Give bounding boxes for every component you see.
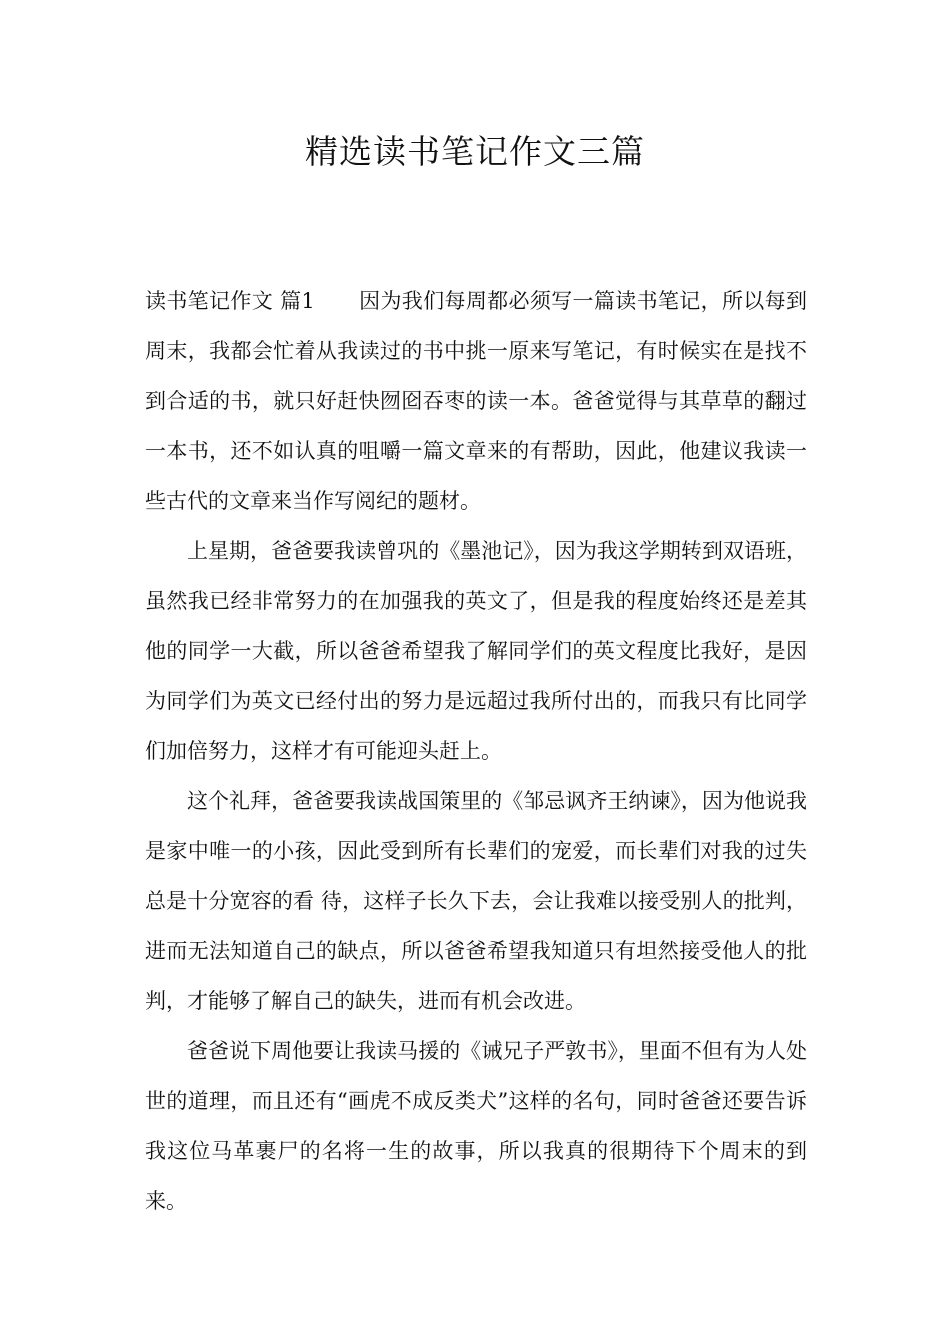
section-heading: 读书笔记作文 篇1 [145,289,315,313]
document-body [145,276,807,1226]
paragraph-2: 上星期，爸爸要我读曾巩的《墨池记》，因为我这学期转到双语班，虽然我已经非常努力的在加强我的英文了，但是我的程度始终还是差其他的同学一大截，所以爸爸希望我了解同学们的英文程度比我好，是因为同学们为英文已经付出的努力是远超过我所付出的，而我只有比同学们加倍努力，这样才有可能迎头赶上。 [145,539,807,763]
page-title: 精选读书笔记作文三篇 [305,132,645,171]
paragraph-1-text: 因为我们每周都必须写一篇读书笔记，所以每到周末，我都会忙着从我读过的书中挑一原来写笔记，有时候实在是找不到合适的书，就只好赶快囫囵吞枣的读一本。爸爸觉得与其草草的翻过一本书，还不如认真的咀嚼一篇文章来的有帮助，因此，他建议我读一些古代的文章来当作写阅纪的题材。 [145,289,807,513]
paragraph-3: 这个礼拜，爸爸要我读战国策里的《邹忌讽齐王纳谏》，因为他说我是家中唯一的小孩，因此受到所有长辈们的宠爱，而长辈们对我的过失总是十分宽容的看 待，这样子长久下去，会让我难以接受别人的批判，进而无法知道自己的缺点，所以爸爸希望我知道只有坦然接受他人的批判，才能够了解自己的缺失，进而有机会改进。 [145,789,807,1013]
paragraph-4: 爸爸说下周他要让我读马援的《诫兄子严敦书》，里面不但有为人处世的道理，而且还有“画虎不成反类犬”这样的名句，同时爸爸还要告诉我这位马革裹尸的名将一生的故事，所以我真的很期待下个周末的到来。 [145,1039,807,1213]
paragraph-1 [145,276,807,526]
